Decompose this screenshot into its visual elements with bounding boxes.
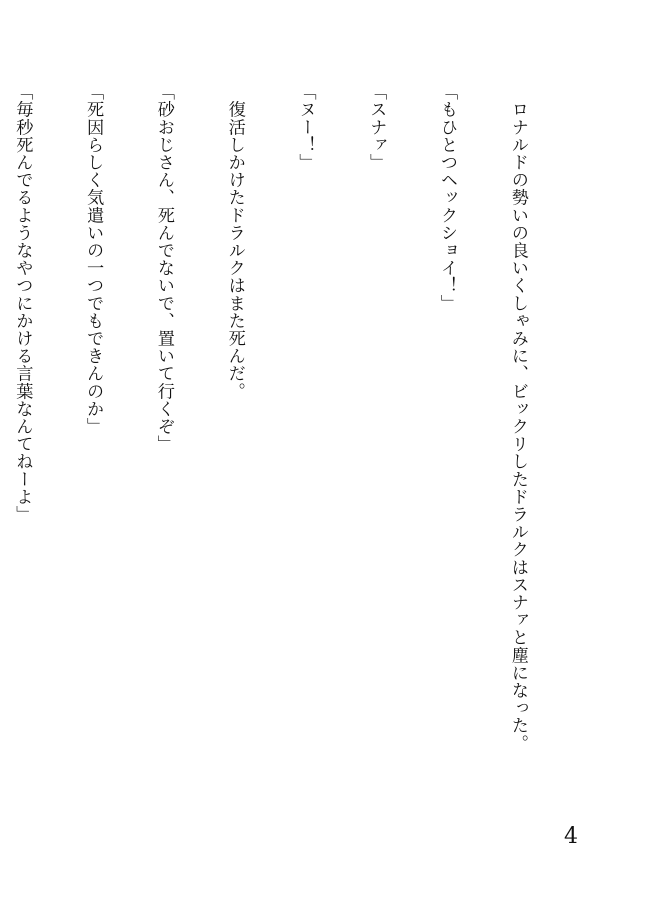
text-line: 復活しかけたドラルクはまた死んだ。 xyxy=(224,83,245,400)
text-line: ロナルドの勢いの良いくしゃみに、ビックリしたドラルクはスナァと塵になった。 xyxy=(507,83,528,752)
text-line: 「もひとつヘックショイ！」 xyxy=(437,83,458,312)
text-line: 「砂おじさん、死んでないで、置いて行くぞ」 xyxy=(153,83,174,453)
vertical-text-block xyxy=(0,83,576,805)
text-line: 「ヌー！」 xyxy=(295,83,316,171)
text-line: 「死因らしく気遣いの一つでもできんのか」 xyxy=(83,83,104,435)
text-line: 「毎秒死んでるようなやつにかける言葉なんてねーよ」 xyxy=(12,83,33,523)
text-line: 「スナァ」 xyxy=(366,83,387,171)
page-number: 4 xyxy=(564,824,578,849)
